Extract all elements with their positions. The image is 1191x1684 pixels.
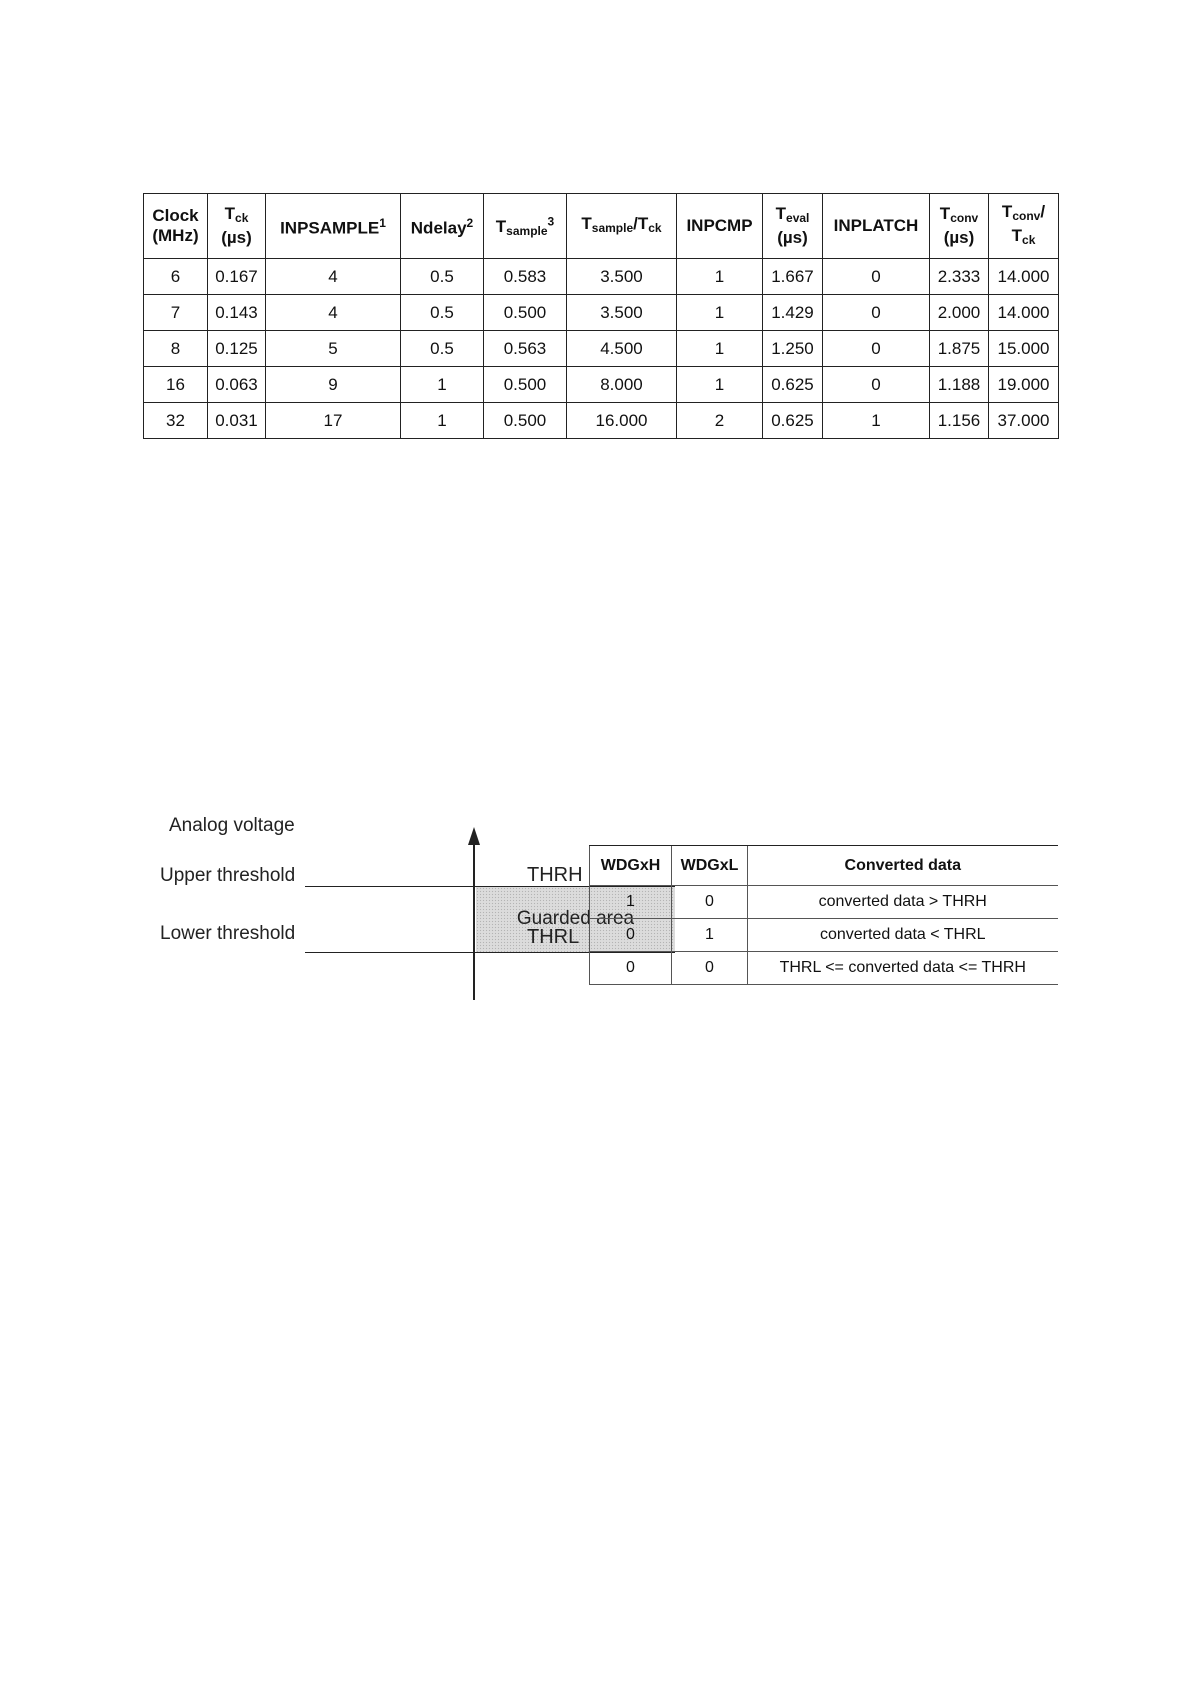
cell-tsample-tck: 8.000 <box>567 367 677 403</box>
cell-clock: 16 <box>144 367 208 403</box>
cell-tsample: 0.563 <box>484 331 567 367</box>
cell-tsample: 0.500 <box>484 367 567 403</box>
table-row <box>144 295 1059 331</box>
conversion-timing-table <box>143 193 1059 439</box>
cell-tsample-tck: 3.500 <box>567 259 677 295</box>
header-wdgxh: WDGxH <box>590 846 672 886</box>
cell-inplatch: 0 <box>823 367 930 403</box>
cell-tconv-tck: 15.000 <box>989 331 1059 367</box>
cell-teval: 0.625 <box>763 367 823 403</box>
cell-inpsample: 4 <box>266 259 401 295</box>
header-inpsample: INPSAMPLE$^1$ <box>266 194 401 259</box>
cell-ndelay: 0.5 <box>401 295 484 331</box>
cell-inplatch: 0 <box>823 295 930 331</box>
table-row <box>144 367 1059 403</box>
header-teval: $T_{eval}$ (µs) <box>763 194 823 259</box>
cell-clock: 6 <box>144 259 208 295</box>
cell-tck: 0.063 <box>208 367 266 403</box>
voltage-axis <box>473 843 475 1000</box>
cell-clock: 7 <box>144 295 208 331</box>
cell-inpcmp: 2 <box>677 403 763 439</box>
watchdog-truth-table <box>589 845 1058 985</box>
table-row <box>590 919 1058 952</box>
cell-tsample: 0.500 <box>484 403 567 439</box>
cell-clock: 32 <box>144 403 208 439</box>
lower-threshold-label: Lower threshold <box>160 923 296 944</box>
cell-wdgxl: 0 <box>672 952 748 985</box>
table-row <box>144 259 1059 295</box>
header-tsample-tck-ratio: $T_{sample}/T_{ck}$ <box>567 194 677 259</box>
cell-tconv-tck: 14.000 <box>989 259 1059 295</box>
analog-voltage-label: Analog voltage <box>169 815 295 836</box>
cell-tconv: 1.875 <box>930 331 989 367</box>
header-clock: Clock (MHz) <box>144 194 208 259</box>
cell-inpsample: 17 <box>266 403 401 439</box>
cell-teval: 1.429 <box>763 295 823 331</box>
cell-teval: 1.250 <box>763 331 823 367</box>
header-wdgxl: WDGxL <box>672 846 748 886</box>
cell-converted-data: converted data > THRH <box>748 886 1058 919</box>
header-tck: $T_{ck}$ (µs) <box>208 194 266 259</box>
cell-inplatch: 0 <box>823 259 930 295</box>
header-tconv-tck-ratio: $T_{conv}/$ $T_{ck}$ <box>989 194 1059 259</box>
cell-tconv: 1.156 <box>930 403 989 439</box>
cell-wdgxh: 0 <box>590 919 672 952</box>
cell-ndelay: 0.5 <box>401 331 484 367</box>
table-row <box>144 403 1059 439</box>
cell-tsample-tck: 3.500 <box>567 295 677 331</box>
cell-inpsample: 9 <box>266 367 401 403</box>
header-inpcmp: INPCMP <box>677 194 763 259</box>
cell-wdgxh: 0 <box>590 952 672 985</box>
cell-tck: 0.031 <box>208 403 266 439</box>
cell-tck: 0.125 <box>208 331 266 367</box>
cell-inpsample: 5 <box>266 331 401 367</box>
table-row <box>590 886 1058 919</box>
cell-wdgxl: 1 <box>672 919 748 952</box>
table-row <box>590 952 1058 985</box>
header-row <box>590 846 1058 886</box>
cell-teval: 1.667 <box>763 259 823 295</box>
cell-tck: 0.143 <box>208 295 266 331</box>
cell-inpcmp: 1 <box>677 295 763 331</box>
cell-tconv: 2.333 <box>930 259 989 295</box>
table-row <box>144 331 1059 367</box>
header-tconv: $T_{conv}$ (µs) <box>930 194 989 259</box>
cell-tconv: 2.000 <box>930 295 989 331</box>
cell-tconv-tck: 14.000 <box>989 295 1059 331</box>
cell-tsample: 0.583 <box>484 259 567 295</box>
cell-inplatch: 1 <box>823 403 930 439</box>
cell-inpcmp: 1 <box>677 259 763 295</box>
cell-teval: 0.625 <box>763 403 823 439</box>
header-tsample: $T_{sample}^3$ <box>484 194 567 259</box>
cell-inpsample: 4 <box>266 295 401 331</box>
header-converted-data: Converted data <box>748 846 1058 886</box>
cell-tck: 0.167 <box>208 259 266 295</box>
guarded-area-label: Guarded area <box>516 908 635 929</box>
cell-tsample: 0.500 <box>484 295 567 331</box>
thrh-label: THRH <box>527 864 583 886</box>
cell-tconv-tck: 37.000 <box>989 403 1059 439</box>
header-inplatch: INPLATCH <box>823 194 930 259</box>
cell-clock: 8 <box>144 331 208 367</box>
cell-ndelay: 1 <box>401 403 484 439</box>
cell-converted-data: THRL <= converted data <= THRH <box>748 952 1058 985</box>
cell-inplatch: 0 <box>823 331 930 367</box>
cell-tsample-tck: 4.500 <box>567 331 677 367</box>
cell-inpcmp: 1 <box>677 367 763 403</box>
cell-tconv: 1.188 <box>930 367 989 403</box>
cell-wdgxh: 1 <box>590 886 672 919</box>
cell-tconv-tck: 19.000 <box>989 367 1059 403</box>
cell-wdgxl: 0 <box>672 886 748 919</box>
thrl-label: THRL <box>527 926 580 948</box>
cell-tsample-tck: 16.000 <box>567 403 677 439</box>
cell-inpcmp: 1 <box>677 331 763 367</box>
cell-ndelay: 1 <box>401 367 484 403</box>
upper-threshold-label: Upper threshold <box>160 865 296 886</box>
header-ndelay: Ndelay$^2$ <box>401 194 484 259</box>
header-row <box>144 194 1059 259</box>
cell-converted-data: converted data < THRL <box>748 919 1058 952</box>
cell-ndelay: 0.5 <box>401 259 484 295</box>
